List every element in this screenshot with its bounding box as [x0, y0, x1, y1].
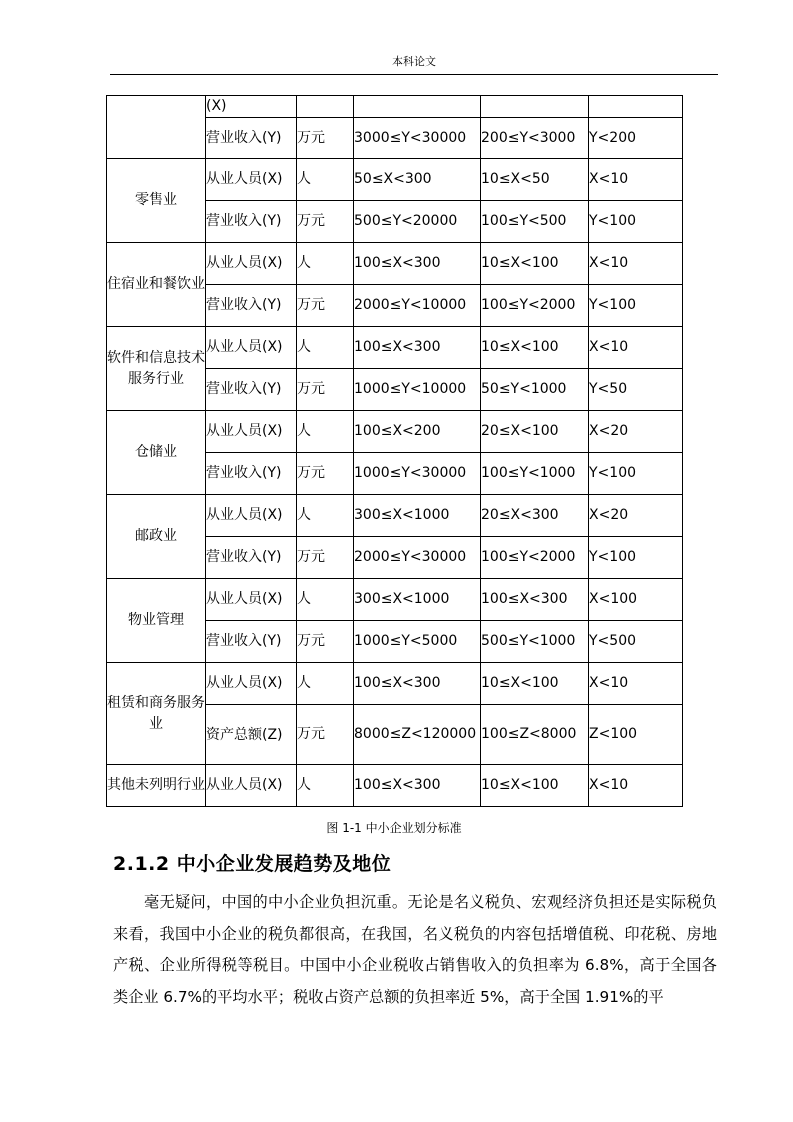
- metric-cell: 营业收入(Y): [206, 285, 297, 327]
- small-cell: 200≤Y<3000: [481, 118, 589, 159]
- metric-cell: 营业收入(Y): [206, 621, 297, 663]
- unit-cell: 人: [297, 327, 354, 369]
- micro-cell: X<10: [589, 159, 683, 201]
- metric-cell: 从业人员(X): [206, 765, 297, 807]
- small-cell: 100≤Y<2000: [481, 537, 589, 579]
- medium-cell: 100≤X<300: [354, 243, 481, 285]
- micro-cell: X<10: [589, 663, 683, 705]
- table-row: [107, 327, 683, 369]
- metric-cell: 从业人员(X): [206, 495, 297, 537]
- body-paragraph: 毫无疑问，中国的中小企业负担沉重。无论是名义税负、宏观经济负担还是实际税负来看，我国中小企业的税负都很高，在我国，名义税负的内容包括增值税、印花税、房地产税、企业所得税等税目。中国中小企业税收占销售收入的负担率为 6.8%，高于全国各类企业 6.7%的平均水平；税收占资产总额的负担率近 5%，高于全国 1.91%的平: [113, 893, 717, 1006]
- medium-cell: 3000≤Y<30000: [354, 118, 481, 159]
- micro-cell: Y<100: [589, 537, 683, 579]
- unit-cell: 万元: [297, 705, 354, 765]
- small-cell: 10≤X<100: [481, 327, 589, 369]
- metric-cell: 从业人员(X): [206, 243, 297, 285]
- micro-cell: Y<50: [589, 369, 683, 411]
- medium-cell: 300≤X<1000: [354, 579, 481, 621]
- small-cell: 100≤Y<500: [481, 201, 589, 243]
- unit-cell: [297, 96, 354, 118]
- micro-cell: X<10: [589, 243, 683, 285]
- small-cell: 50≤Y<1000: [481, 369, 589, 411]
- metric-cell: 从业人员(X): [206, 411, 297, 453]
- small-cell: 10≤X<50: [481, 159, 589, 201]
- sme-classification-table: [106, 95, 683, 807]
- metric-cell: (X): [206, 96, 297, 118]
- micro-cell: Y<100: [589, 201, 683, 243]
- medium-cell: 2000≤Y<10000: [354, 285, 481, 327]
- industry-cell: 邮政业: [107, 495, 206, 579]
- table-row: [107, 411, 683, 453]
- metric-cell: 营业收入(Y): [206, 201, 297, 243]
- small-cell: 100≤Y<1000: [481, 453, 589, 495]
- micro-cell: Y<200: [589, 118, 683, 159]
- metric-cell: 从业人员(X): [206, 159, 297, 201]
- small-cell: 20≤X<300: [481, 495, 589, 537]
- section-heading: 2.1.2 中小企业发展趋势及地位: [113, 853, 392, 875]
- micro-cell: X<20: [589, 411, 683, 453]
- table-row: [107, 765, 683, 807]
- micro-cell: Y<100: [589, 453, 683, 495]
- industry-cell: [107, 96, 206, 159]
- micro-cell: Y<100: [589, 285, 683, 327]
- medium-cell: 100≤X<300: [354, 663, 481, 705]
- medium-cell: 1000≤Y<5000: [354, 621, 481, 663]
- unit-cell: 万元: [297, 285, 354, 327]
- micro-cell: X<20: [589, 495, 683, 537]
- metric-cell: 营业收入(Y): [206, 537, 297, 579]
- metric-cell: 从业人员(X): [206, 663, 297, 705]
- unit-cell: 万元: [297, 537, 354, 579]
- table-row: [107, 663, 683, 705]
- metric-cell: 资产总额(Z): [206, 705, 297, 765]
- medium-cell: [354, 96, 481, 118]
- medium-cell: 2000≤Y<30000: [354, 537, 481, 579]
- unit-cell: 人: [297, 243, 354, 285]
- unit-cell: 万元: [297, 118, 354, 159]
- unit-cell: 人: [297, 579, 354, 621]
- small-cell: 100≤Z<8000: [481, 705, 589, 765]
- unit-cell: 人: [297, 495, 354, 537]
- medium-cell: 500≤Y<20000: [354, 201, 481, 243]
- small-cell: [481, 96, 589, 118]
- industry-cell: 软件和信息技术服务行业: [107, 327, 206, 411]
- industry-cell: 零售业: [107, 159, 206, 243]
- industry-cell: 仓储业: [107, 411, 206, 495]
- metric-cell: 营业收入(Y): [206, 369, 297, 411]
- micro-cell: [589, 96, 683, 118]
- industry-cell: 物业管理: [107, 579, 206, 663]
- medium-cell: 8000≤Z<120000: [354, 705, 481, 765]
- medium-cell: 300≤X<1000: [354, 495, 481, 537]
- page-header: 本科论文: [392, 55, 436, 68]
- small-cell: 10≤X<100: [481, 243, 589, 285]
- small-cell: 20≤X<100: [481, 411, 589, 453]
- table-row: [107, 159, 683, 201]
- small-cell: 100≤Y<2000: [481, 285, 589, 327]
- unit-cell: 万元: [297, 621, 354, 663]
- metric-cell: 从业人员(X): [206, 327, 297, 369]
- small-cell: 500≤Y<1000: [481, 621, 589, 663]
- medium-cell: 100≤X<300: [354, 327, 481, 369]
- unit-cell: 人: [297, 411, 354, 453]
- metric-cell: 营业收入(Y): [206, 118, 297, 159]
- unit-cell: 万元: [297, 369, 354, 411]
- micro-cell: X<100: [589, 579, 683, 621]
- metric-cell: 营业收入(Y): [206, 453, 297, 495]
- industry-cell: 住宿业和餐饮业: [107, 243, 206, 327]
- table-row: [107, 495, 683, 537]
- medium-cell: 100≤X<200: [354, 411, 481, 453]
- micro-cell: X<10: [589, 327, 683, 369]
- industry-cell: 其他未列明行业: [107, 765, 206, 807]
- unit-cell: 人: [297, 765, 354, 807]
- unit-cell: 万元: [297, 453, 354, 495]
- industry-cell: 租赁和商务服务业: [107, 663, 206, 765]
- header-rule: [110, 74, 718, 75]
- unit-cell: 万元: [297, 201, 354, 243]
- small-cell: 10≤X<100: [481, 663, 589, 705]
- medium-cell: 1000≤Y<30000: [354, 453, 481, 495]
- micro-cell: Y<500: [589, 621, 683, 663]
- table-row: [107, 96, 683, 118]
- micro-cell: Z<100: [589, 705, 683, 765]
- table-caption: 图 1-1 中小企业划分标准: [326, 821, 462, 835]
- medium-cell: 100≤X<300: [354, 765, 481, 807]
- medium-cell: 1000≤Y<10000: [354, 369, 481, 411]
- metric-cell: 从业人员(X): [206, 579, 297, 621]
- unit-cell: 人: [297, 663, 354, 705]
- small-cell: 100≤X<300: [481, 579, 589, 621]
- unit-cell: 人: [297, 159, 354, 201]
- table-row: [107, 579, 683, 621]
- medium-cell: 50≤X<300: [354, 159, 481, 201]
- small-cell: 10≤X<100: [481, 765, 589, 807]
- micro-cell: X<10: [589, 765, 683, 807]
- table-row: [107, 243, 683, 285]
